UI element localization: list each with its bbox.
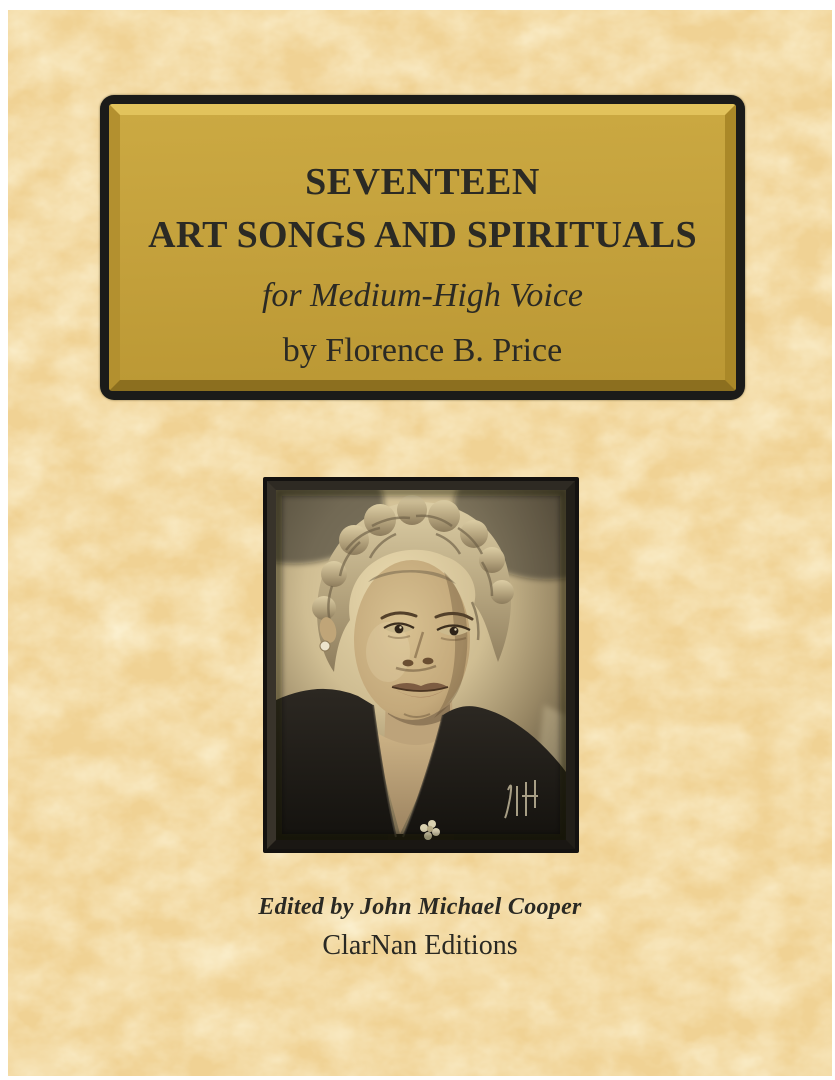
- composer-byline: by Florence B. Price: [282, 332, 563, 369]
- title-plaque-text: [100, 95, 745, 400]
- title-line-2: ART SONGS AND SPIRITUALS: [148, 214, 697, 256]
- editor-credit: Edited by John Michael Cooper: [258, 894, 582, 920]
- portrait-bevel: [267, 481, 575, 849]
- portrait-frame: [263, 477, 579, 853]
- subtitle-voice-type: for Medium-High Voice: [261, 277, 584, 314]
- title-line-1: SEVENTEEN: [305, 161, 540, 203]
- publisher-name: ClarNan Editions: [322, 930, 518, 961]
- title-plaque: [100, 95, 745, 400]
- parchment-background: [8, 10, 832, 1076]
- florence-price-portrait-photo: [276, 490, 566, 840]
